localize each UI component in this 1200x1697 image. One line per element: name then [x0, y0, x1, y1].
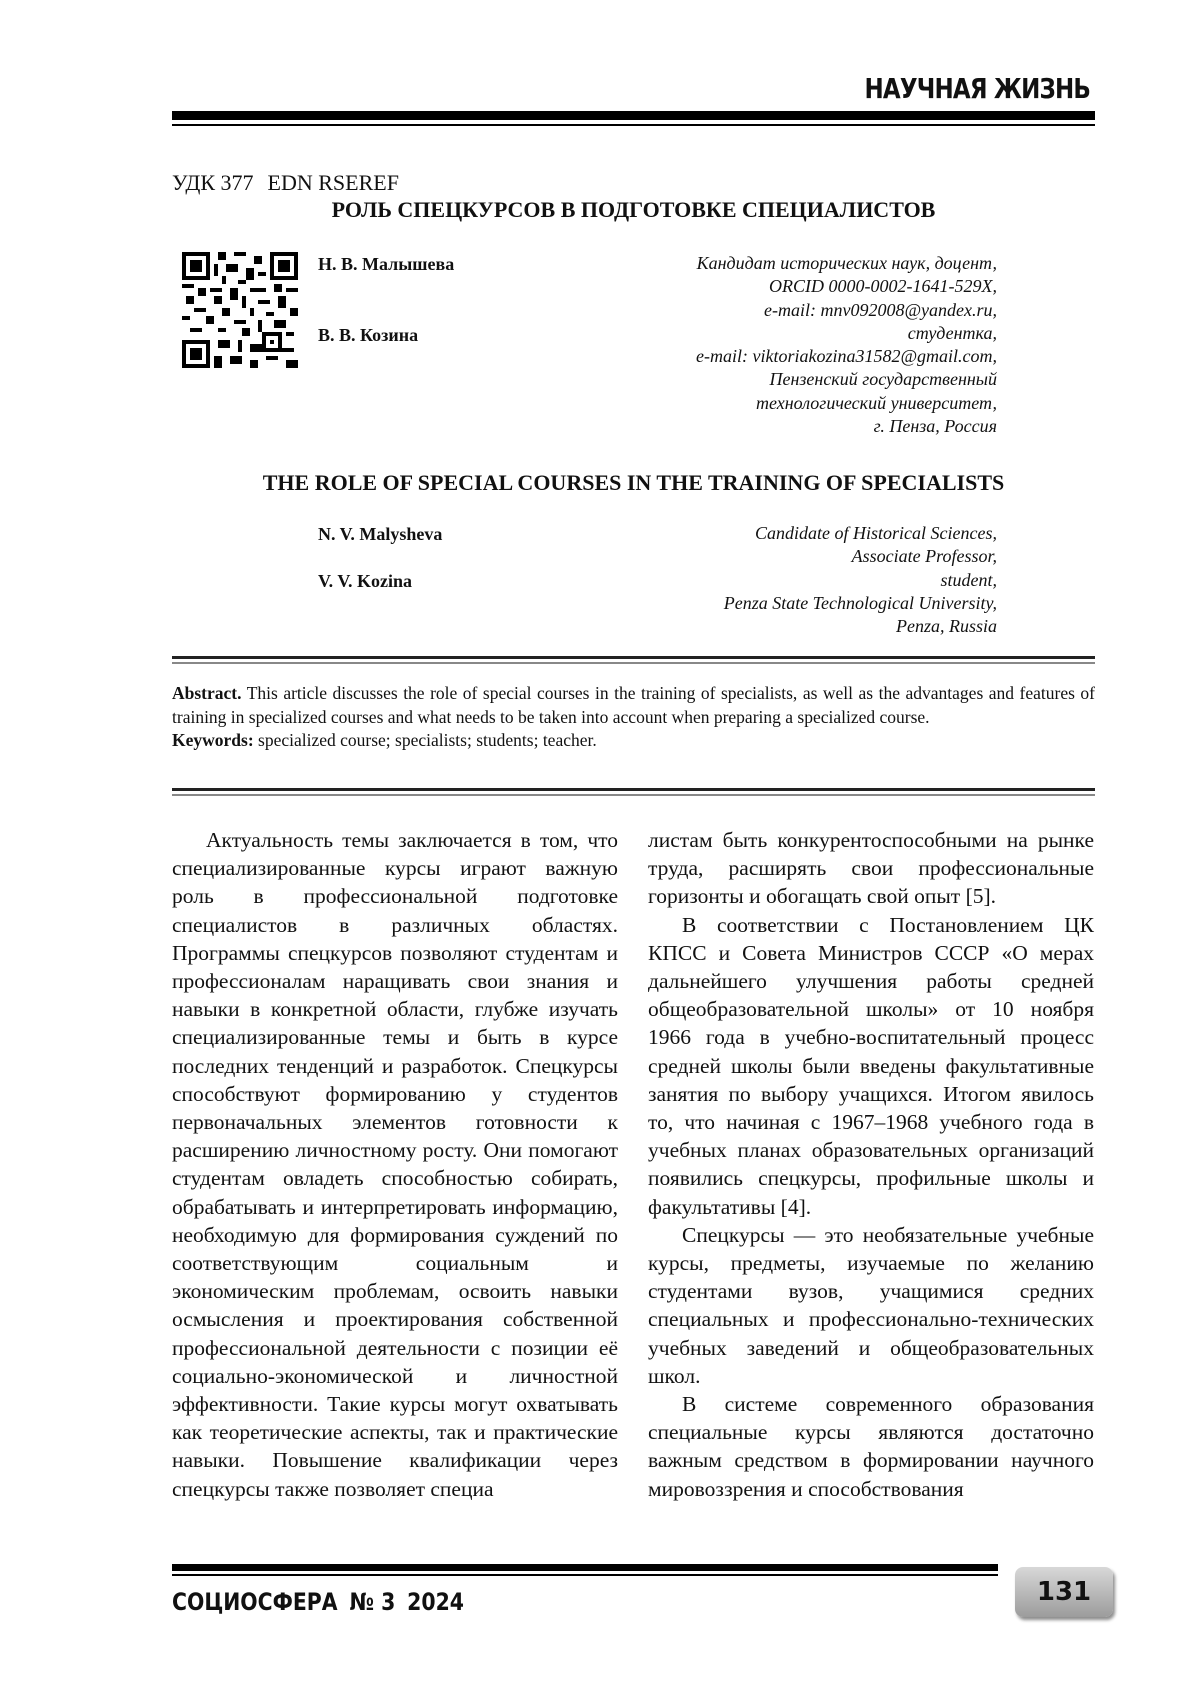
affiliation-line: Penza, Russia [896, 616, 997, 637]
section-title: НАУЧНАЯ ЖИЗНЬ [864, 72, 1090, 105]
edn-code: EDN RSEREF [267, 170, 399, 195]
keywords-text: specialized course; specialists; students; teacher. [258, 730, 597, 750]
body-paragraph: листам быть конкурентоспособными на рынке труда, расширять свои профессиональные горизонты и обогащать свой опыт [5]. [648, 828, 1094, 909]
body-column-left [172, 826, 618, 1503]
body-paragraph: В соответствии с Постановлением ЦК КПСС и Совета Министров СССР «О мерах дальнейшего улучшения работы средней общеобразовательной школы» от 10 ноября 1966 года в учебно-воспитательный процесс средней школы были введены факультативные занятия по выбору учащихся. Итогом явилось то, что начиная с 1967–1968 учебного года в учебных планах образовательных организаций появились спецкурсы, профильные школы и факультативы [4]. [648, 912, 1094, 1219]
affiliation-line: г. Пенза, Россия [873, 416, 997, 437]
body-paragraph: В системе современного образования специальные курсы являются достаточно важным средством в формировании научного мировоззрения и способствования [648, 1392, 1094, 1501]
author-name: V. V. Kozina [318, 571, 413, 591]
affiliation-line: студентка, [907, 322, 997, 343]
affiliation-en [724, 522, 997, 638]
abstract-paragraph [172, 682, 1095, 729]
footer-rule [172, 1564, 998, 1576]
affiliation-line: Кандидат исторических наук, доцент, [696, 253, 997, 273]
affiliation-line: e-mail: mnv092008@yandex.ru, [764, 299, 997, 320]
abstract-bottom-rule [172, 788, 1095, 796]
affiliation-line: Пензенский государственный [769, 369, 997, 390]
affiliation-line: Associate Professor, [851, 546, 997, 567]
affiliation-line: Penza State Technological University, [723, 592, 997, 613]
header-rule-thin [172, 124, 1095, 126]
journal-footer [172, 1588, 464, 1616]
author-name: N. V. Malysheva [318, 524, 443, 544]
body-paragraph: Спецкурсы — это необязательные учебные курсы, предметы, изучаемые по желанию студентами вузов, учащимися средних специальных и профессионально-технических учебных заведений и общеобразовательных школ. [648, 1222, 1094, 1388]
article-title-ru: РОЛЬ СПЕЦКУРСОВ В ПОДГОТОВКЕ СПЕЦИАЛИСТОВ [331, 197, 936, 222]
affiliation-ru [696, 252, 997, 438]
journal-name: СОЦИОСФЕРА [172, 1588, 338, 1616]
journal-year: 2024 [407, 1588, 464, 1616]
author-name: Н. В. Малышева [318, 254, 455, 274]
article-title-en: THE ROLE OF SPECIAL COURSES IN THE TRAINING OF SPECIALISTS [262, 470, 1005, 495]
abstract-text: This article discusses the role of special courses in the training of specialists, as well as the advantages and features of training in specialized courses and what needs to be taken into account when preparing a specialized course. [172, 683, 1096, 727]
keywords-paragraph [172, 729, 1095, 753]
page-number: 131 [1015, 1567, 1113, 1617]
affiliation-line: student, [940, 569, 997, 590]
author-name: В. В. Козина [318, 325, 419, 345]
journal-issue: № 3 [349, 1588, 396, 1616]
keywords-label: Keywords: [172, 730, 254, 750]
qr-code-icon [182, 252, 298, 368]
affiliation-line: e-mail: viktoriakozina31582@gmail.com, [695, 346, 997, 367]
udk-line [172, 170, 399, 196]
body-paragraph: Актуальность темы заключается в том, что специализированные курсы играют важную роль в профессиональной подготовке специалистов в различных областях. Программы спецкурсов позволяют студентам и профессионалам наращивать свои знания и навыки в конкретной области, глубже изучать специализированные темы и быть в курсе последних тенденций и разработок. Спецкурсы способствуют формированию у студентов первоначальных элементов готовности к расширению личностному росту. Они помогают студентам овладеть способностью собирать, обрабатывать и интерпретировать информацию, необходимую для формирования суждений по соответствующим социальным и экономическим проблемам, освоить навыки осмысления и проектирования собственной профессиональной деятельности с позиции её социально-экономической и личностной эффективности. Такие курсы могут охватывать как теоретические аспекты, так и практические навыки. Повышение квалификации через спецкурсы также позволяет специа [172, 828, 618, 1501]
affiliation-line: ORCID 0000-0002-1641-529X, [769, 276, 997, 297]
abstract [172, 682, 1095, 753]
abstract-top-rule [172, 656, 1095, 664]
header-rule-thick [172, 111, 1095, 120]
affiliation-line: Candidate of Historical Sciences, [755, 523, 997, 543]
abstract-label: Abstract. [172, 683, 242, 703]
affiliation-line: технологический университет, [756, 392, 997, 413]
body-column-right [648, 826, 1094, 1503]
udk-code: УДК 377 [172, 170, 254, 195]
